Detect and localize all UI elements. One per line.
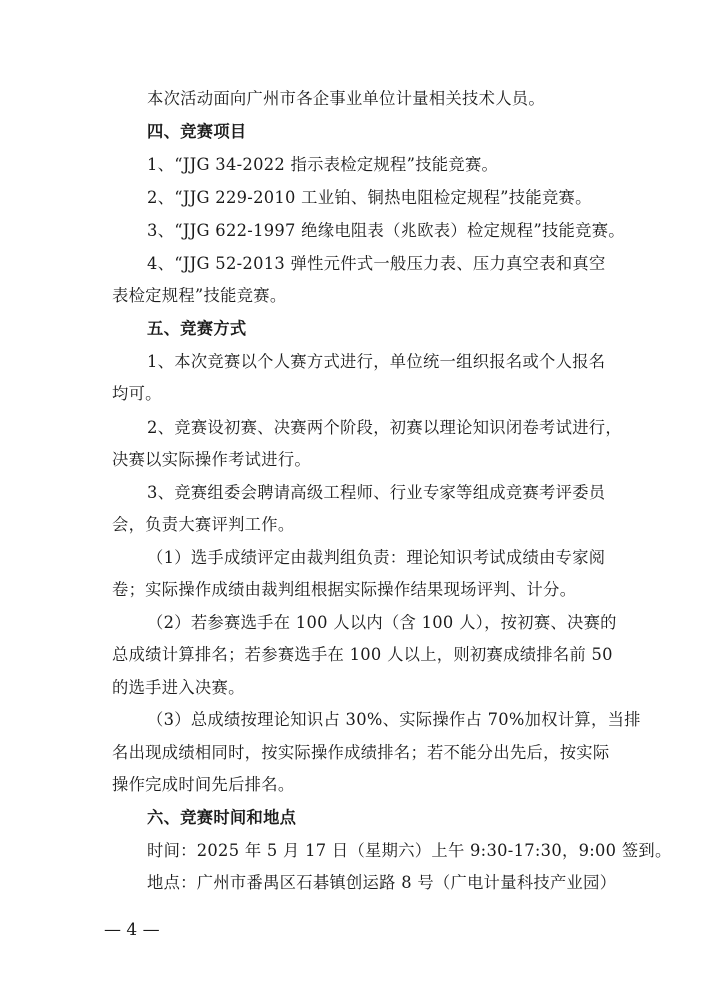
section-heading-5: 五、竞赛方式 bbox=[147, 319, 247, 338]
body-line: 1、本次竞赛以个人赛方式进行，单位统一组织报名或个人报名 bbox=[147, 352, 606, 371]
body-line: 名出现成绩相同时，按实际操作成绩排名；若不能分出先后，按实际 bbox=[112, 743, 610, 762]
body-line: 均可。 bbox=[112, 384, 162, 403]
body-line: 地点：广州市番禺区石碁镇创运路 8 号（广电计量科技产业园） bbox=[147, 873, 617, 892]
page-number: — 4 — bbox=[104, 920, 160, 940]
body-line: 卷；实际操作成绩由裁判组根据实际操作结果现场评判、计分。 bbox=[112, 580, 577, 599]
body-line: 总成绩计算排名；若参赛选手在 100 人以上，则初赛成绩排名前 50 bbox=[112, 645, 613, 664]
body-line: 本次活动面向广州市各企事业单位计量相关技术人员。 bbox=[147, 89, 545, 108]
list-item: 2、“JJG 229-2010 工业铂、铜热电阻检定规程”技能竞赛。 bbox=[147, 188, 592, 207]
list-item-continued: 表检定规程”技能竞赛。 bbox=[112, 286, 287, 305]
body-line: 3、竞赛组委会聘请高级工程师、行业专家等组成竞赛考评委员 bbox=[147, 483, 606, 502]
body-line: （2）若参赛选手在 100 人以内（含 100 人），按初赛、决赛的 bbox=[147, 613, 617, 632]
body-line: 决赛以实际操作考试进行。 bbox=[112, 450, 311, 469]
body-line: 操作完成时间先后排名。 bbox=[112, 775, 295, 794]
section-heading-4: 四、竞赛项目 bbox=[147, 122, 247, 141]
list-item: 3、“JJG 622-1997 绝缘电阻表（兆欧表）检定规程”技能竞赛。 bbox=[147, 221, 625, 240]
list-item: 1、“JJG 34-2022 指示表检定规程”技能竞赛。 bbox=[147, 155, 499, 174]
body-line: 的选手进入决赛。 bbox=[112, 678, 245, 697]
section-heading-6: 六、竞赛时间和地点 bbox=[147, 808, 297, 827]
body-line: 会，负责大赛评判工作。 bbox=[112, 515, 295, 534]
body-line: （3）总成绩按理论知识占 30%、实际操作占 70%加权计算，当排 bbox=[147, 710, 641, 729]
list-item: 4、“JJG 52-2013 弹性元件式一般压力表、压力真空表和真空 bbox=[147, 254, 606, 273]
body-line: （1）选手成绩评定由裁判组负责：理论知识考试成绩由专家阅 bbox=[147, 548, 606, 567]
body-line: 时间：2025 年 5 月 17 日（星期六）上午 9:30-17:30，9:00 签到。 bbox=[147, 841, 672, 860]
body-line: 2、竞赛设初赛、决赛两个阶段，初赛以理论知识闭卷考试进行， bbox=[147, 418, 622, 437]
